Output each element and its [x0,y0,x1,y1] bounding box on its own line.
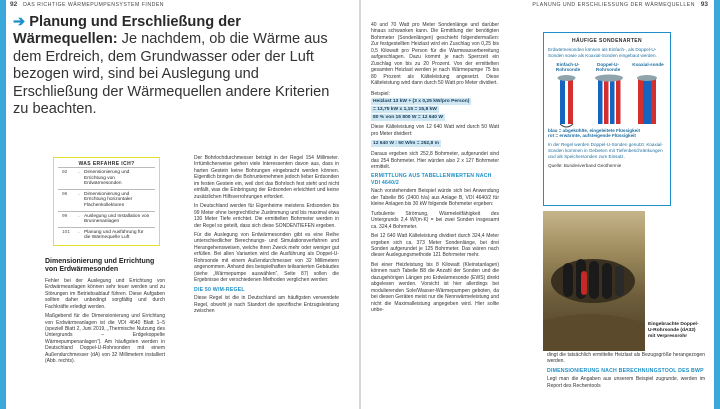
probe-label: Koaxial-sonde [632,61,664,67]
single-u-probe-icon [558,75,576,127]
list-item [58,227,155,243]
paragraph: Daraus ergeben sich 252,8 Bohrmeter, aufgerundet sind das 254 Bohrmeter. Hier würden also 2 x 127 Bohrmeter ermittelt. [371,151,499,170]
list-item [58,167,155,189]
subheading: ERMITTLUNG AUS TABELLENWERTEN NACH VDI 4640/2 [371,173,492,186]
running-head-text: PLANUNG UND ERSCHLIESSUNG DER WÄRMEQUELLEN [532,2,695,8]
formula: 12 640 W : 50 W/m = 252,8 m [373,141,439,147]
probe-photo-illustration [543,211,645,351]
paragraph: Für die Auslegung von Erdwärmesonden gibt es eine Reihe unterschiedlicher Berechnungs- und Simulationsverfahren und Herangehensweisen, welche ihren Zweck mehr oder weniger gut erfüllen. Bei allen Varianten wird die Ausführung als Doppel-U-Rohrsonde mit einem Außendurchmesser von 32 Millimetern angenommen. Anhand des beispielhaften teilsanierten Gebäudes (siehe „Wärmepumpe auswählen“, Seite 87) sollen die Ergebnisse der verschiedenen Methoden verglichen werden: [194,231,339,284]
item-page: 99 [62,213,68,219]
legend-text: blau = abgekühlte, eingeleitete Flüssigkeit rot = erwärmte, aufsteigende Flüssigkeit [548,127,641,139]
running-head-left [10,1,164,11]
arrow-right-icon: ➔ [13,14,26,30]
subheading: DIE 50 W/M-REGEL [194,286,245,293]
arrow-icon: → [76,170,81,175]
page-number: 93 [700,1,708,8]
paragraph: Der Bohrlochdurchmesser beträgt in der Regel 154 Millimeter. Irrtümlicherweise gehen viele Interessenten davon aus, dass in harten Gestein keine Bohrungen eingebracht werden können. Eigentlich bringen die Bohrunternehmen jedoch lieber Erdsonden im festen Gestein ein, weil dort das Bohrloch fest steht und nicht einfällt, was die Einbringung der Erdsonden erleichtert und keine zusätzlichen Hilfsverrohrungen erfordert. [194,155,339,200]
subheading: DIMENSIONIERUNG NACH BERECHNUNGSTOOL DES BWP [547,367,704,374]
paragraph: Maßgebend für die Dimensionierung und Errichtung von Erdwärmeanlagen ist die VDI 4640 Blatt 1–5 (speziell Blatt 2, Juni 2019, „Thermische Nutzung des Untergrunds – Erdgekoppelte Wärmepumpenanlagen“). Am häufigsten werden in Deutschland Doppel-U-Rohrsonden mit einem Außendurchmesser (dA) von 32 Millimetern installiert (Abb. rechts). [45,313,165,365]
probe-types-box [543,32,671,206]
probe-label: Einfach-U-Rohrsonde [555,61,581,72]
paragraph: In Deutschland werden für Eigenheime meistens Erdsonden bis 99 Meter ohne bergrechtliche Zustimmung und bis maximal etwa 130 Meter Tiefe errichtet. Die ermittelten Bohrmeter werden in der Regel so geteilt, dass sich diese SONDENTIEFEN ergeben. [194,203,339,229]
source-text: Quelle: Bundesverband Geothermie [548,162,622,168]
right-column-1 [371,22,499,317]
paragraph: Diese Regel ist die in Deutschland am häufigsten verwendete Regel, obwohl je nach Standort die spezifische Entzugsleistung zwischen [194,295,339,314]
item-page: 92 [62,170,68,175]
paragraph: Legt man die Angaben aus unserem Beispiel zugrunde, werden im Report des Rechentools [547,376,705,389]
box-body: In der Regel werden Doppel-U-Sonden genutzt. Koaxial-Sonden kommen in Gebieten mit Tiefenbeschränkungen und als Speichersonden zum Einsatz. [548,142,663,159]
page-edge-marker [0,0,6,409]
running-head-text: DAS RICHTIGE WÄRMEPUMPENSYSTEM FINDEN [23,2,165,8]
coaxial-probe-icon [637,75,657,124]
page-title [13,14,333,118]
arrow-icon: → [76,229,81,235]
double-u-probe-icon [595,74,623,124]
list-item [58,211,155,227]
running-head-right [532,1,708,11]
item-text: Dimensionierung und Errichtung von Erdwärmesonden [84,170,130,187]
right-column-3 [547,352,705,392]
formula: 80 % von 15 800 W = 12 640 W [373,114,443,120]
title-bold: Planung und Erschließung der Wärmequellen: [13,14,241,48]
item-text: Auslegung und Installation von Brunnenanlagen [84,213,150,225]
left-page [0,0,359,409]
left-column-1 [45,258,165,368]
paragraph: Nach vorstehendem Beispiel würde sich bei Anwendung der Tabelle B6 (2400 h/a) aus Anlage B, VDI 4640/2 für kleine Anlagen bis 30 kW folgende Bohrmeter ergeben: [371,188,499,208]
page-number: 92 [10,1,18,8]
formula: = 13,75 kW x 1,15 = 15,8 kW [373,106,437,112]
section-heading: Dimensionierung und Errichtung von Erdwärmesonden [45,258,155,274]
title-rest: Je nachdem, ob die Wärme aus dem Erdreich, dem Grundwasser oder der Luft bezogen wird, sind bei Auslegung und Erschließung der Wärmequellen andere Kriterien zu beachten. [13,31,330,118]
probe-illustration [548,62,666,128]
item-page: 101 [62,229,71,235]
probe-diagram [548,62,666,128]
paragraph: 40 und 70 Watt pro Meter Sondenlänge und darüber hinaus schwanken kann. Die Ermittlung der benötigten Bohrmeter (Sondenlängen) geschieht folgendermaßen: Zur festgestellten Heizlast wird ein Zuschlag von 0,25 bis 0,5 Kilowatt pro Person für die Warmwasserbereitung aufgeschlagen. Dazu kommt je nach Sperrzeit ein Zuschlag von bis zu 20 Prozent. Von der ermittelten gesamten Heizlast werden je nach Wärmepumpe 75 bis 80 Prozent als Kälteleistung angesetzt. Diese Kälteleistung wird dann durch 50 Watt pro Meter dividiert. [371,22,499,87]
paragraph: Turbulente Strömung, Wärmeleitfähigkeit des Untergrunds 2,4 W/(m·K) = bei zwei Sonden insgesamt ca. 324,4 Bohrmeter. [371,210,499,230]
page-edge-marker [714,0,720,409]
paragraph: dingt die tatsächlich ermittelte Heizlast als Bezugsgröße herangezogen werden. [547,352,705,365]
photo-caption: Eingebrachte Doppel-U-Rohrsonde (dA32) mit Verpressrohr [648,322,699,339]
paragraph: Fehler bei der Auslegung und Errichtung von Erdwärmeanlagen können sehr teuer werden und zu Störungen im Betriebsablauf führen. Diese Aufgaben sollten daher unbedingt sorgfältig und durch Fachkräfte erledigt werden. [45,277,165,310]
box-intro: Erdwärmesonden können als Einfach-, als Doppel-U-Sonden sowie als Koaxial-Sonden eingebaut werden. [548,47,657,58]
box-title: WAS ERFAHRE ICH? [78,161,135,167]
probe-photo [543,211,645,351]
arrow-icon: → [76,191,81,197]
left-column-2 [194,155,339,317]
arrow-icon: → [76,213,81,219]
probe-label: Doppel-U-Rohrsonde [595,61,621,72]
box-title: HÄUFIGE SONDENARTEN [571,38,643,44]
example-label: Beispiel: [371,90,390,97]
paragraph: Diese Kälteleistung von 12 640 Watt wird durch 50 Watt pro Meter dividiert: [371,124,499,137]
item-text: Dimensionierung und Errichtung horizontaler Flächenkollektoren [84,191,133,208]
item-text: Planung und Ausführung für die Wärmequelle Luft [84,229,144,241]
info-box [53,157,160,246]
paragraph: Bei 12 640 Watt Kälteleistung dividiert durch 324,4 Meter ergeben sich ca. 373 Meter Sondenlänge, bei drei Sonden aufgerundet je 125 Bohrmeter. Das wären nach dieser Auslegungsmethode 121 Bohrmeter mehr. [371,233,499,259]
formula: Heizlast 13 kW + (3 x 0,25 kW/pro Person) [373,98,470,104]
list-item [58,189,155,211]
item-page: 96 [62,191,68,197]
paragraph: Bei einer Heizleistung bis 8 Kilowatt (Kleinstanlagen) können nach Tabelle B8 die Anzahl der Sonden und die dazugehörigen Längen pro Erdwärmesonde (EWS) direkt abgelesen werden. Vorsicht ist hier allerdings bei modulierenden Sole/Wasser-Wärmepumpen geboten, da bei diesen Geräten meist nur die Nennwärmeleistung und nicht die Maximalleistung angegeben wird. Hier sollte unbe- [371,261,499,314]
